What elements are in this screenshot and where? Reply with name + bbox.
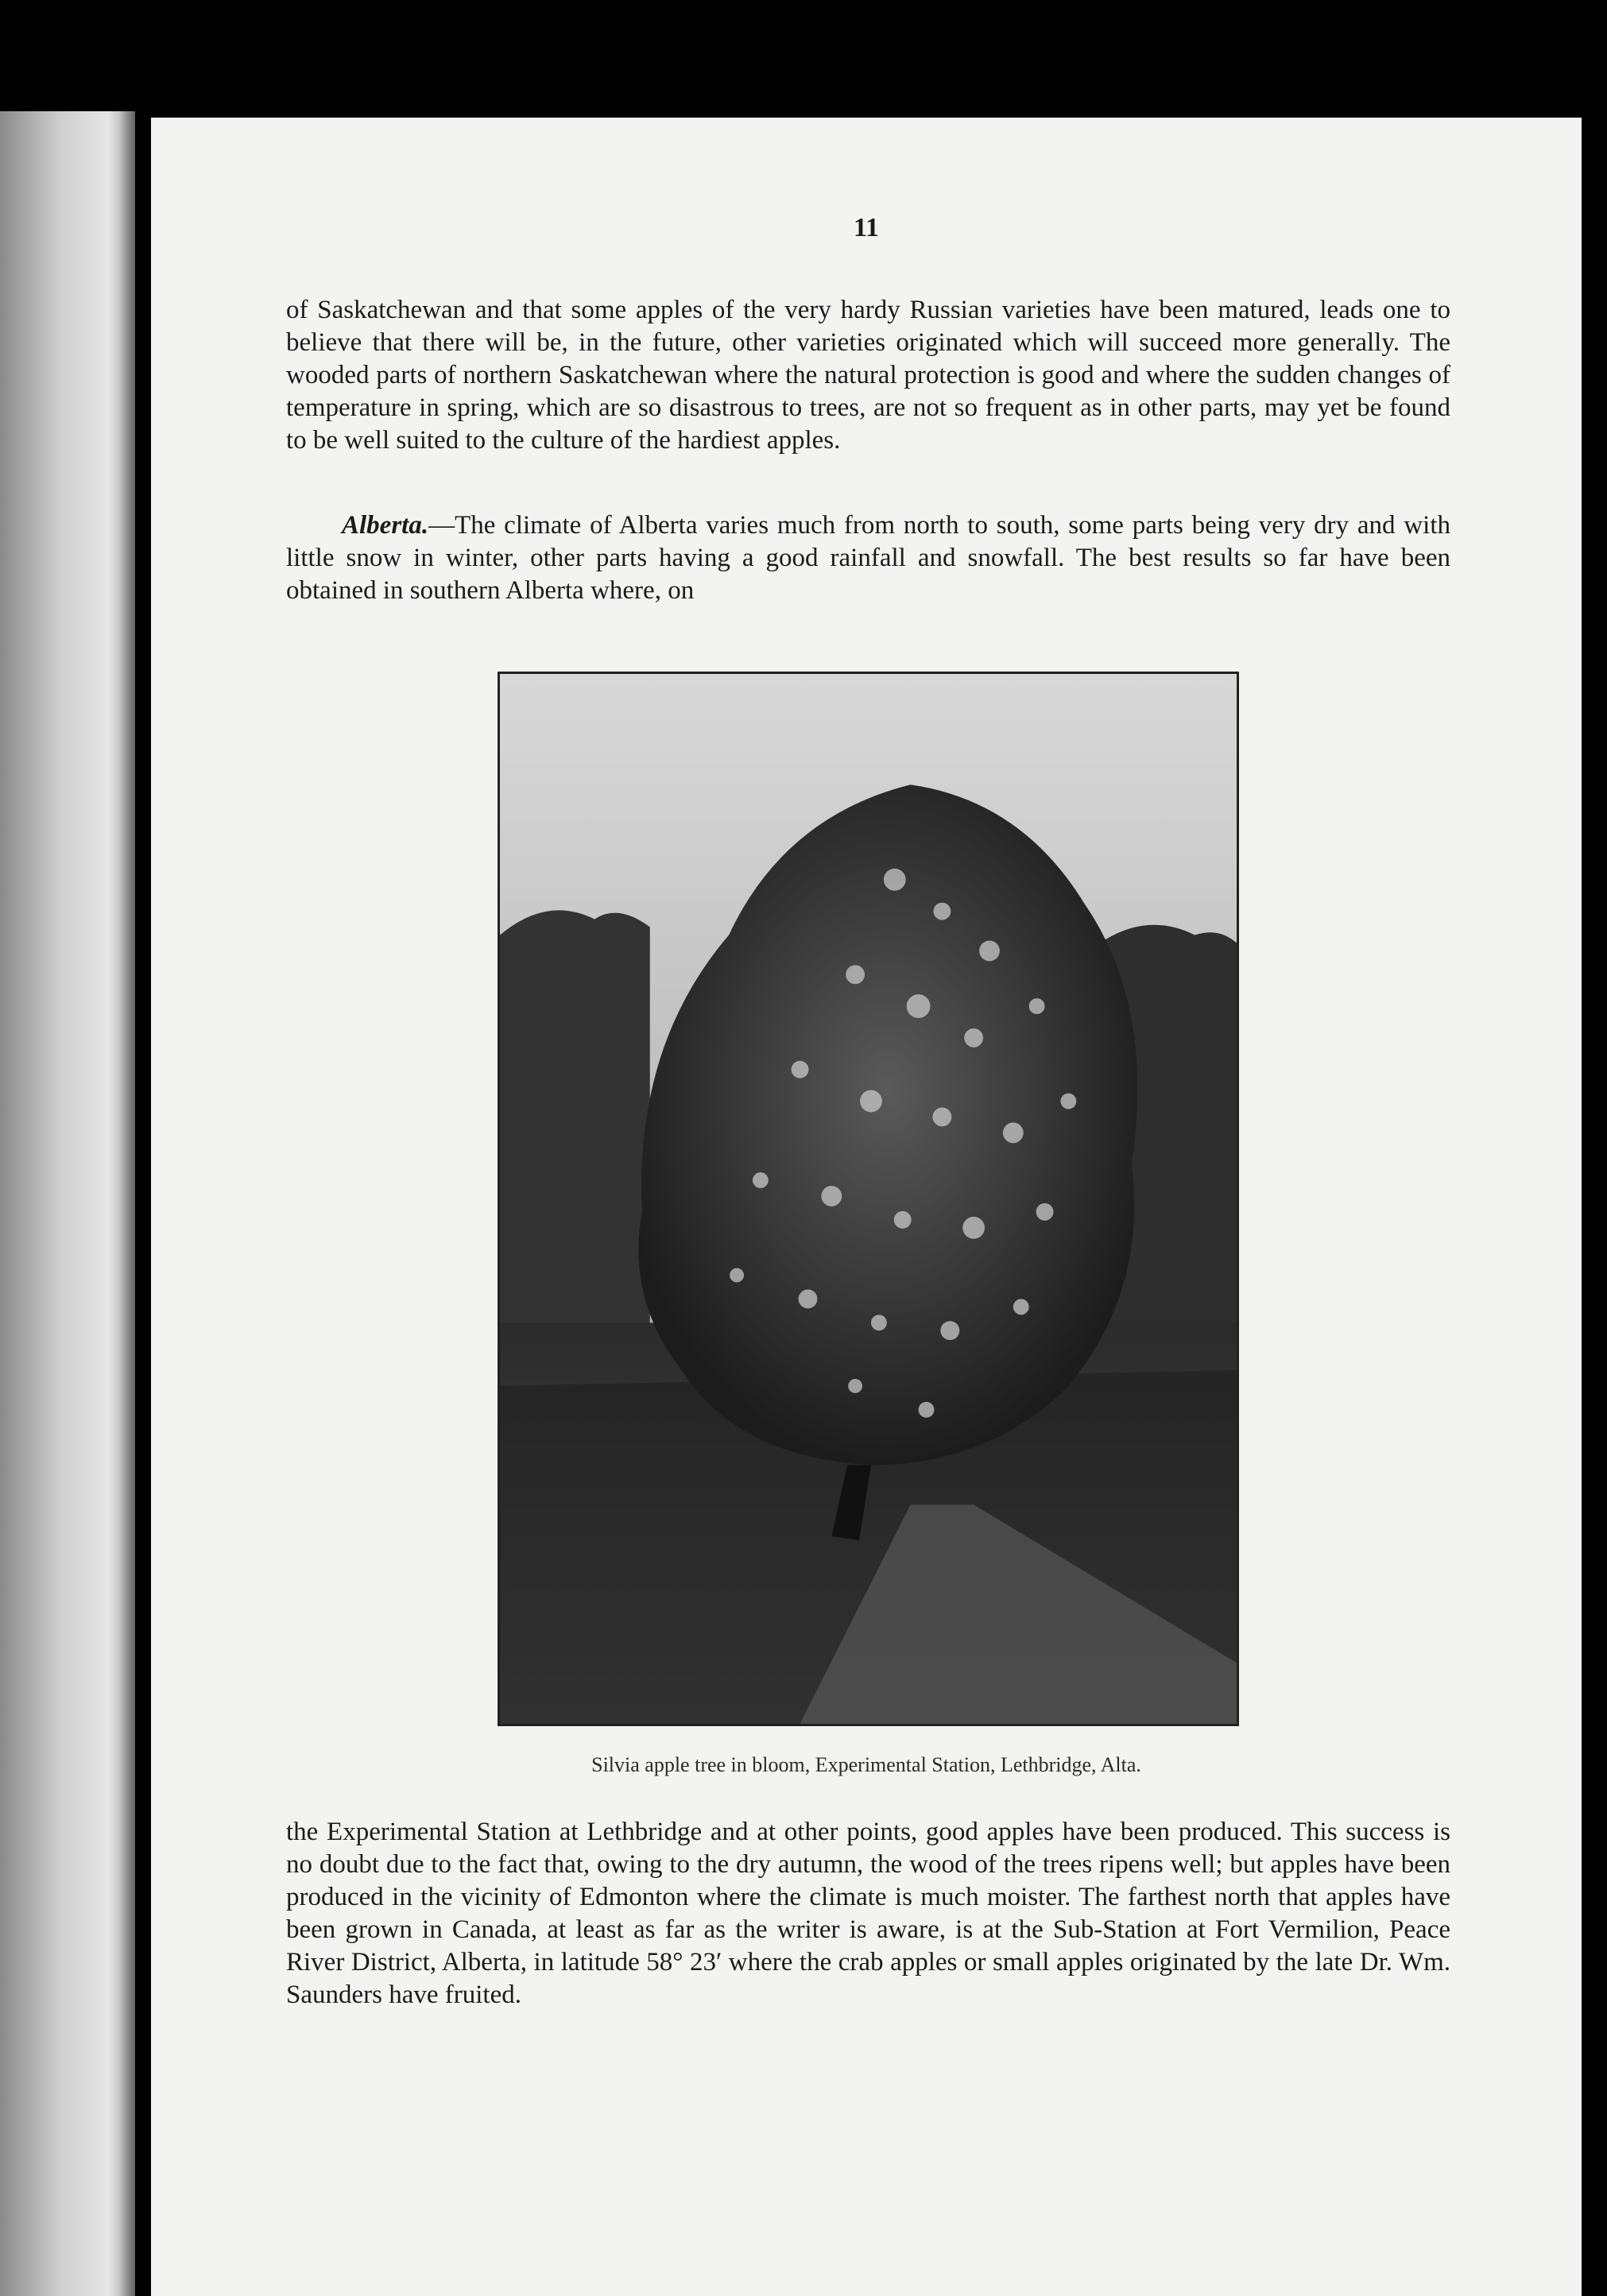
apple-tree-illustration	[500, 674, 1237, 1724]
paragraph-experimental-station: the Experimental Station at Lethbridge and at other points, good apples have been produced. This success is no doubt due to the fact that, owing to the dry autumn, the wood of the trees ripens well; but apples have been produced in the vicinity of Edmonton where the climate is much moister. The farthest north that apples have been grown in Canada, at least as far as the writer is aware, is at the Sub-Station at Fort Vermilion, Peace River District, Alberta, in latitude 58° 23′ where the crab apples or small apples originated by the late Dr. Wm. Saunders have fruited.	[286, 1818, 1450, 2009]
gutter-shadow	[119, 111, 143, 2296]
alberta-heading: Alberta.	[342, 511, 429, 540]
paragraph-saskatchewan: of Saskatchewan and that some apples of the very hardy Russian varieties have been matured, leads one to believe that there will be, in the future, other varieties originated which will succeed more generally. The wooded parts of northern Saskatchewan where the natural protection is good and where the sudden changes of temperature in spring, which are so disastrous to trees, are not so frequent as in other parts, may yet be found to be well suited to the culture of the hardiest apples.	[286, 296, 1450, 455]
paragraph-alberta	[286, 509, 1450, 607]
alberta-body: —The climate of Alberta varies much from north to south, some parts being very dry and with little snow in winter, other parts having a good rainfall and snowfall. The best results so far have been obtained in southern Alberta where, on	[286, 511, 1450, 605]
figure-caption: Silvia apple tree in bloom, Experimental Station, Lethbridge, Alta.	[591, 1753, 1141, 1776]
book-page	[151, 118, 1582, 2296]
facing-page-edge	[0, 111, 135, 2296]
apple-tree-photo	[498, 672, 1239, 1726]
page-number: 11	[853, 213, 880, 242]
